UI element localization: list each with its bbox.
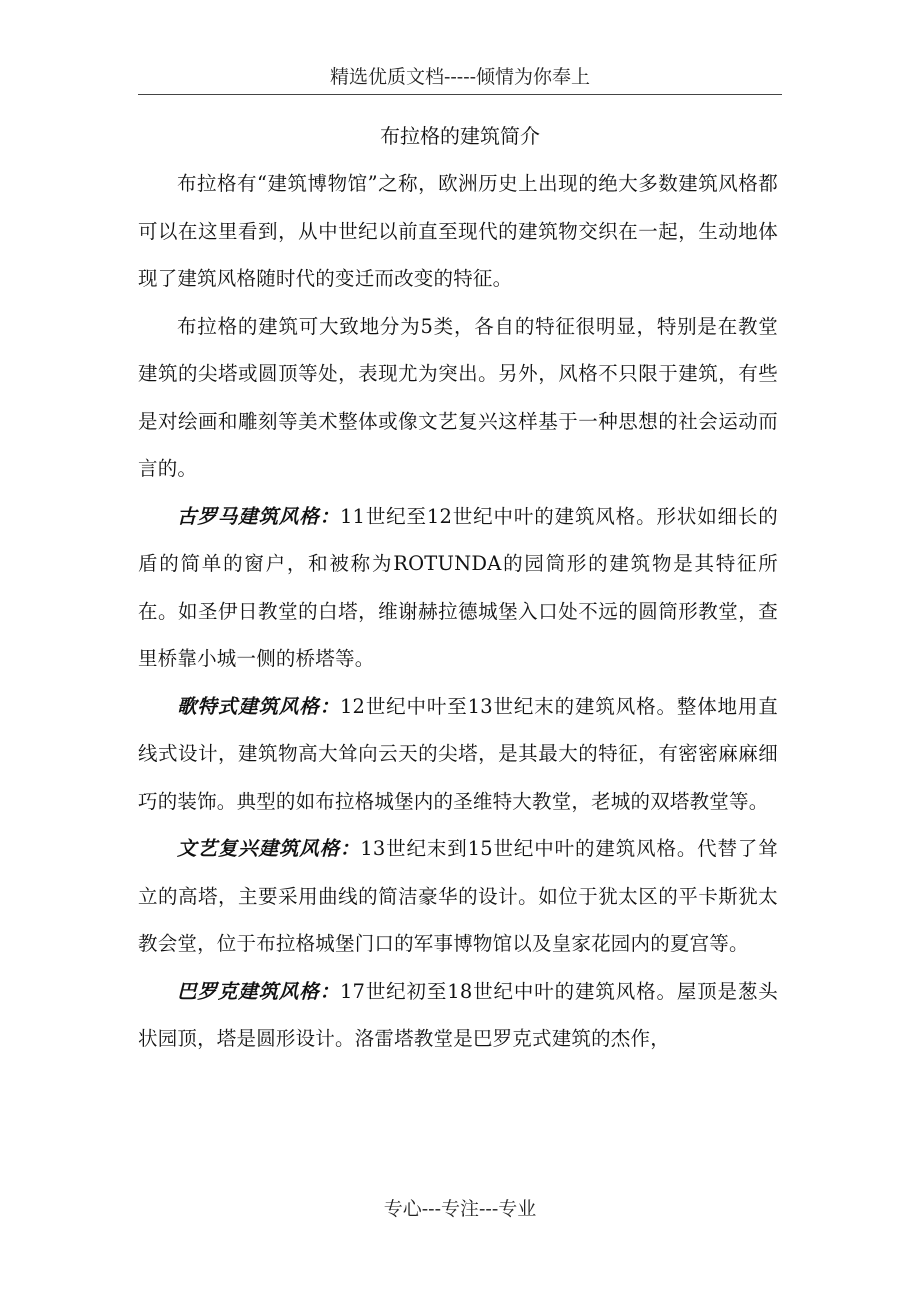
- header-divider: [138, 94, 782, 95]
- paragraph-intro: [138, 160, 778, 303]
- paragraph-baroque: [138, 968, 778, 1063]
- page-header: 精选优质文档-----倾情为你奉上: [329, 66, 591, 88]
- paragraph-text: 12世纪中叶至13世纪末的建筑风格。整体地用直线式设计，建筑物高大耸向云天的尖塔，是其最大的特征，有密密麻麻细巧的装饰。典型的如布拉格城堡内的圣维特大教堂，老城的双塔教堂等。: [138, 694, 778, 813]
- style-term: 巴罗克建筑风格：: [177, 979, 340, 1003]
- style-term: 古罗马建筑风格：: [177, 504, 340, 528]
- paragraph-romanesque: [138, 493, 778, 683]
- paragraph-text: 13世纪末到15世纪中叶的建筑风格。代替了耸立的高塔，主要采用曲线的简洁豪华的设计。如位于犹太区的平卡斯犹太教会堂，位于布拉格城堡门口的军事博物馆以及皇家花园内的夏宫等。: [138, 837, 778, 955]
- style-term: 文艺复兴建筑风格：: [177, 837, 361, 860]
- paragraph-text: 布拉格有“建筑博物馆”之称，欧洲历史上出现的绝大多数建筑风格都可以在这里看到，从中世纪以前直至现代的建筑物交织在一起，生动地体现了建筑风格随时代的变迁而改变的特征。: [138, 172, 778, 290]
- paragraph-gothic: [138, 683, 778, 826]
- paragraph-text: 11世纪至12世纪中叶的建筑风格。形状如细长的盾的简单的窗户，和被称为ROTUNDA的园筒形的建筑物是其特征所在。如圣伊日教堂的白塔，维谢赫拉德城堡入口处不远的圆筒形教堂，查里桥靠小城一侧的桥塔等。: [138, 504, 778, 670]
- style-term: 歌特式建筑风格：: [177, 694, 340, 718]
- paragraph-classification: [138, 303, 778, 493]
- page-footer: 专心---专注---专业: [383, 1198, 537, 1220]
- document-body: [138, 160, 778, 1063]
- paragraph-text: 17世纪初至18世纪中叶的建筑风格。屋顶是葱头状园顶，塔是圆形设计。洛雷塔教堂是巴罗克式建筑的杰作，: [138, 979, 778, 1050]
- paragraph-text: 布拉格的建筑可大致地分为5类，各自的特征很明显，特别是在教堂建筑的尖塔或圆顶等处，表现尤为突出。另外，风格不只限于建筑，有些是对绘画和雕刻等美术整体或像文艺复兴这样基于一种思想的社会运动而言的。: [138, 314, 778, 480]
- document-title: 布拉格的建筑简介: [380, 124, 540, 148]
- paragraph-renaissance: [138, 825, 778, 968]
